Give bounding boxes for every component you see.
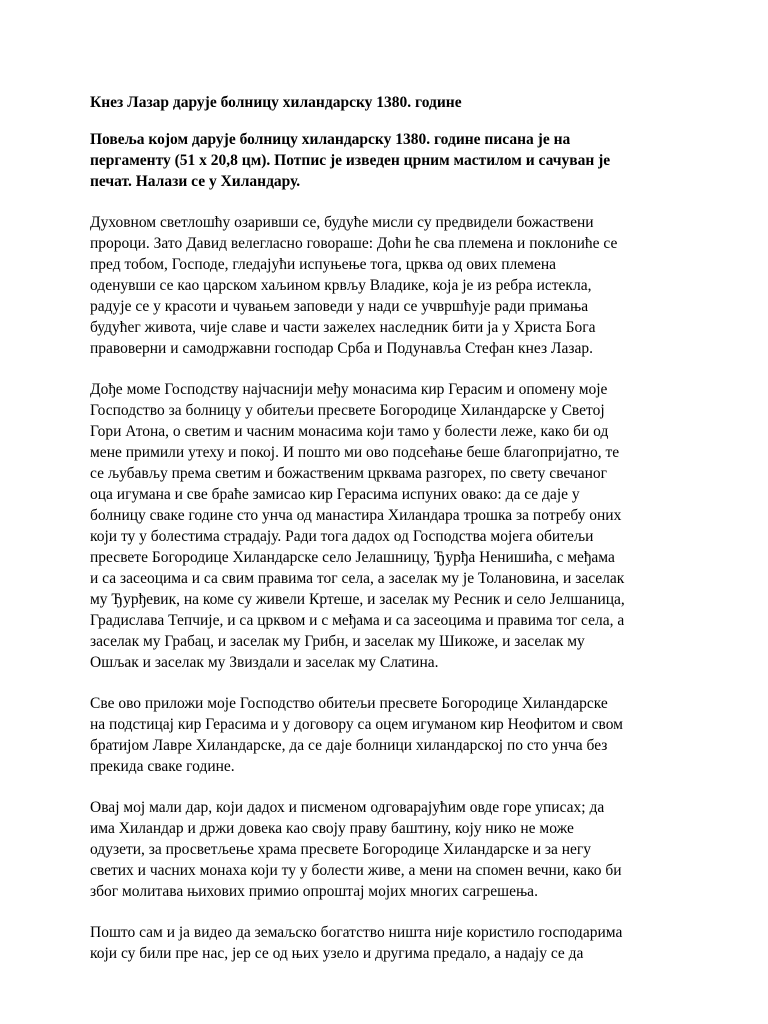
subtitle-line: Повеља којом дарује болницу хиландарску 1380. године писана је на xyxy=(90,131,571,148)
text-line: Дође моме Господству најчаснији међу монасима кир Герасим и опомену моје xyxy=(90,381,608,398)
text-line: Ошљак и заселак му Звиздали и заселак му Слатина. xyxy=(90,654,439,671)
text-line: оденувши се као царском хаљином крвљу Владике, која је из ребра истекла, xyxy=(90,277,592,294)
text-line: Господство за болницу у обитељи пресвете Богородице Хиландарске у Светој xyxy=(90,402,605,419)
text-line: одузети, за просветљење храма пресвете Богородице Хиландарске и за негу xyxy=(90,841,592,858)
text-line: који су били пре нас, јер се од њих узело и другима предало, а надају се да xyxy=(90,945,584,962)
paragraph-5 xyxy=(90,922,690,964)
text-line: на подстицај кир Герасима и у договору са оцем игуманом кир Неофитом и свом xyxy=(90,716,623,733)
text-line: прекида сваке године. xyxy=(90,758,235,775)
text-line: му Ђурђевик, на коме су живели Кртеше, и заселак му Ресник и село Јелшаница, xyxy=(90,591,625,608)
paragraph-2 xyxy=(90,379,690,673)
text-line: пресвете Богородице Хиландарске село Јелашницу, Ђурђа Ненишића, с међама xyxy=(90,549,615,566)
text-line: због молитава њихових примио опроштај мојих многих сагрешења. xyxy=(90,883,538,900)
text-line: будућег живота, чије славе и части зажелех наследник бити ја у Христа Бога xyxy=(90,319,596,336)
text-line: радује се у красоти и чувањем заповеди у нади се учвршћује ради примања xyxy=(90,298,589,315)
paragraph-4 xyxy=(90,797,690,902)
document-title: Кнез Лазар дарује болницу хиландарску 1380. године xyxy=(90,94,462,111)
text-line: Овај мој мали дар, који дадох и писменом одговарајућим овде горе уписах; да xyxy=(90,799,605,816)
document-content xyxy=(90,92,690,964)
text-line: пред тобом, Господе, гледајући испуњење тога, црква од ових племена xyxy=(90,256,556,273)
text-line: Градислава Тепчије, и са црквом и с међама и са засеоцима и правима тог села, а xyxy=(90,612,625,629)
paragraph-1 xyxy=(90,212,690,359)
text-line: братијом Лавре Хиландарске, да се даје болници хиландарској по сто унча без xyxy=(90,737,608,754)
text-line: Пошто сам и ја видео да земаљско богатство ништа није користило господарима xyxy=(90,924,623,941)
text-line: оца игумана и све браће замисао кир Герасима испуних овако: да се даје у xyxy=(90,486,580,503)
text-line: Гори Атона, о светим и часним монасима који тамо у болести леже, како би од xyxy=(90,423,609,440)
text-line: има Хиландар и држи довека као своју праву баштину, коју нико не може xyxy=(90,820,574,837)
subtitle-line: печат. Налази се у Хиландару. xyxy=(90,173,301,190)
text-line: заселак му Грабац, и заселак му Грибн, и заселак му Шикоже, и заселак му xyxy=(90,633,585,650)
text-line: правоверни и самодржавни господар Срба и Подунавља Стефан кнез Лазар. xyxy=(90,340,593,357)
text-line: болницу сваке године сто унча од манастира Хиландара трошка за потребу оних xyxy=(90,507,622,524)
text-line: Све ово приложи моје Господство обитељи пресвете Богородице Хиландарске xyxy=(90,695,608,712)
text-line: се љубављу према светим и божаственим црквама разгорех, по свету свечаног xyxy=(90,465,607,482)
document-subtitle xyxy=(90,129,690,192)
subtitle-line: пергаменту (51 х 20,8 цм). Потпис је изведен црним мастилом и сачуван је xyxy=(90,152,611,169)
text-line: мене примили утеху и покој. И пошто ми ово подсећање беше благопријатно, те xyxy=(90,444,620,461)
paragraph-3 xyxy=(90,693,690,777)
text-line: светих и часних монаха који ту у болести живе, а мени на спомен вечни, како би xyxy=(90,862,622,879)
text-line: Духовном светлошћу озаривши се, будуће мисли су предвидели божаствени xyxy=(90,214,594,231)
text-line: пророци. Зато Давид велегласно говораше: Доћи ће сва племена и поклониће се xyxy=(90,235,618,252)
text-line: који ту у болестима страдају. Ради тога дадох од Господства мојега обитељи xyxy=(90,528,594,545)
text-line: и са засеоцима и са свим правима тог села, а заселак му је Толановина, и заселак xyxy=(90,570,625,587)
